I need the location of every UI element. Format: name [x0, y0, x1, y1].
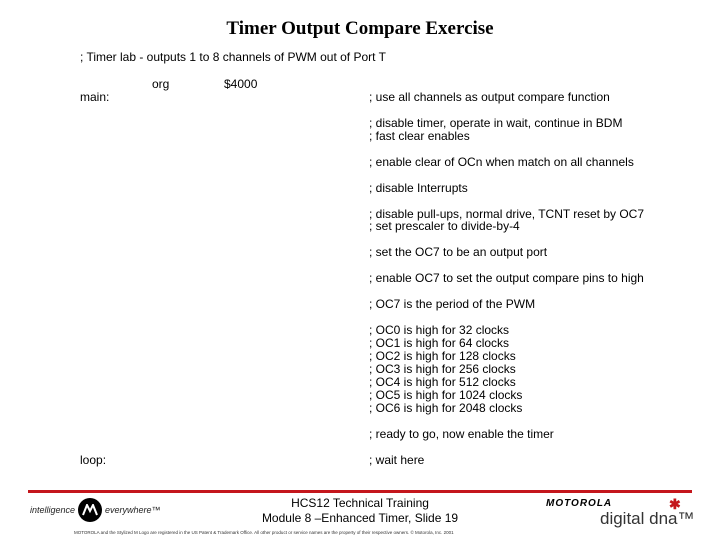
brand-left-word: intelligence [30, 505, 76, 515]
org-directive: org [152, 77, 170, 91]
code-comment: ; disable pull-ups, normal drive, TCNT reset by OC7 [369, 207, 644, 221]
legal-notice: MOTOROLA and the Stylized M Logo are registered in the US Patent & Trademark Office. All other product or service names are the property of their respective owners. © Motorola, Inc. 2001 [74, 530, 454, 535]
header-comment: ; Timer lab - outputs 1 to 8 channels of PWM out of Port T [80, 50, 386, 64]
main-label: main: [80, 90, 110, 104]
code-comment: ; OC2 is high for 128 clocks [369, 349, 516, 363]
brand-left-word: everywhere™ [105, 505, 161, 515]
code-comment: ; OC4 is high for 512 clocks [369, 375, 516, 389]
footer-course: HCS12 Technical Training [291, 496, 429, 510]
code-comment: ; OC3 is high for 256 clocks [369, 362, 516, 376]
code-comment: ; set the OC7 to be an output port [369, 245, 548, 259]
code-comment: ; OC6 is high for 2048 clocks [369, 401, 523, 415]
code-comment: ; fast clear enables [369, 129, 470, 143]
code-comment: ; ready to go, now enable the timer [369, 427, 554, 441]
slide-title: Timer Output Compare Exercise [226, 18, 494, 39]
code-comment: ; disable timer, operate in wait, continue in BDM [369, 116, 623, 130]
code-comment: ; set prescaler to divide-by-4 [369, 219, 520, 233]
code-comment: ; enable OC7 to set the output compare pins to high [369, 271, 644, 285]
code-comment: ; OC1 is high for 64 clocks [369, 336, 510, 350]
motorola-wordmark: MOTOROLA [546, 498, 613, 509]
intelligence-everywhere-logo [30, 496, 170, 524]
code-comment: ; OC0 is high for 32 clocks [369, 323, 510, 337]
code-comment: ; OC5 is high for 1024 clocks [369, 388, 523, 402]
code-comment: ; use all channels as output compare function [369, 90, 610, 104]
footer-divider [28, 490, 692, 493]
org-address: $4000 [224, 77, 258, 91]
code-comment: ; disable Interrupts [369, 181, 468, 195]
code-comment: ; OC7 is the period of the PWM [369, 297, 536, 311]
code-comment: ; wait here [369, 453, 425, 467]
dna-flower-icon: ✱ [669, 496, 681, 512]
loop-label: loop: [80, 453, 107, 467]
motorola-m-icon [78, 498, 102, 522]
footer-slide: Module 8 –Enhanced Timer, Slide 19 [261, 511, 459, 525]
digital-dna-wordmark: digital dna™ [600, 509, 695, 528]
code-comment: ; enable clear of OCn when match on all channels [369, 155, 634, 169]
